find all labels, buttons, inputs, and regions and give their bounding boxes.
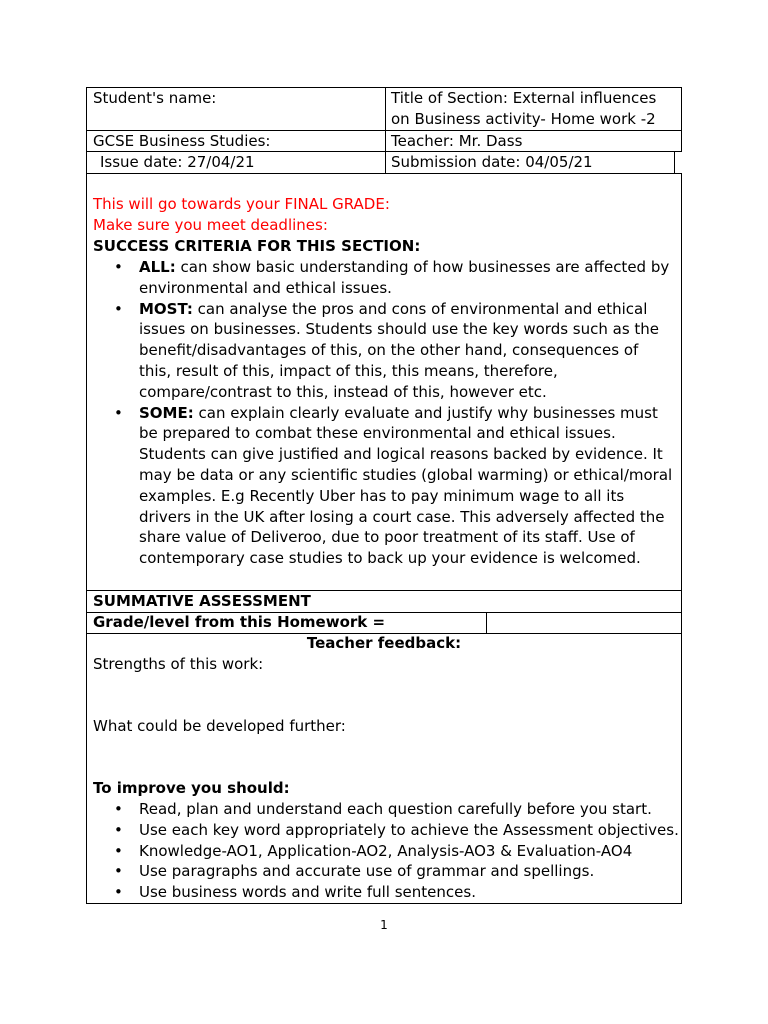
- criteria-item-some: • SOME: can explain clearly evaluate and justify why businesses must be prepared to combat these environmental and ethical issues. Students can give justified and logical reasons backed by evidence. It may be data or any scientific studies (global warming) or ethical/moral examples. E.g Recently Uber has to pay minimum wage to all its drivers in the UK after losing a court case. This adversely affected the share value of Deliveroo, due to poor treatment of its staff. Use of contemporary case studies to back up your evidence is welcomed.: [114, 403, 673, 568]
- deadline-notice: Make sure you meet deadlines:: [93, 216, 328, 234]
- bullet-icon: •: [114, 403, 123, 422]
- improve-list: [93, 799, 679, 903]
- bullet-icon: •: [114, 258, 123, 276]
- bullet-icon: •: [114, 883, 123, 902]
- teacher-label: Teacher: Mr. Dass: [391, 132, 523, 150]
- develop-label: What could be developed further:: [93, 717, 346, 735]
- success-criteria-list: [93, 257, 673, 569]
- grade-value-cell[interactable]: [486, 612, 682, 634]
- grade-label: Grade/level from this Homework =: [93, 613, 386, 631]
- teacher-feedback-heading: Teacher feedback:: [306, 634, 462, 652]
- page-number: 1: [380, 918, 388, 932]
- success-criteria-heading: SUCCESS CRITERIA FOR THIS SECTION:: [93, 237, 421, 255]
- final-grade-notice: This will go towards your FINAL GRADE:: [93, 195, 390, 213]
- section-title-line1: Title of Section: External influences: [391, 89, 657, 107]
- bullet-icon: •: [114, 800, 123, 818]
- submission-date: Submission date: 04/05/21: [391, 153, 593, 171]
- bullet-icon: •: [114, 862, 123, 881]
- improve-item: • Read, plan and understand each question carefully before you start.: [114, 800, 652, 818]
- improve-item: • Use business words and write full sentences.: [114, 883, 476, 902]
- issue-date: Issue date: 27/04/21: [100, 153, 255, 171]
- strengths-label: Strengths of this work:: [93, 655, 264, 673]
- improve-item: • Use each key word appropriately to achieve the Assessment objectives.: [114, 820, 679, 839]
- criteria-item-most: • MOST: can analyse the pros and cons of environmental and ethical issues on businesses. Students should use the key words such as the benefit/disadvantages of this, on the other hand, consequences of this, result of this, impact of this, this means, therefore, compare/contrast to this, instead of this, however etc.: [114, 299, 660, 401]
- improve-heading: To improve you should:: [93, 779, 290, 797]
- improve-item: • Knowledge-AO1, Application-AO2, Analysis-AO3 & Evaluation-AO4: [114, 841, 633, 860]
- student-name-label: Student's name:: [93, 89, 217, 107]
- course-label: GCSE Business Studies:: [93, 132, 271, 150]
- bullet-icon: •: [114, 299, 123, 318]
- section-title-line2: on Business activity- Home work -2: [391, 110, 656, 128]
- summative-heading: SUMMATIVE ASSESSMENT: [93, 592, 311, 610]
- improve-item: • Use paragraphs and accurate use of grammar and spellings.: [114, 862, 595, 881]
- bullet-icon: •: [114, 820, 123, 839]
- criteria-item-all: • ALL: can show basic understanding of how businesses are affected by environmental and ethical issues.: [114, 258, 670, 297]
- bullet-icon: •: [114, 841, 123, 860]
